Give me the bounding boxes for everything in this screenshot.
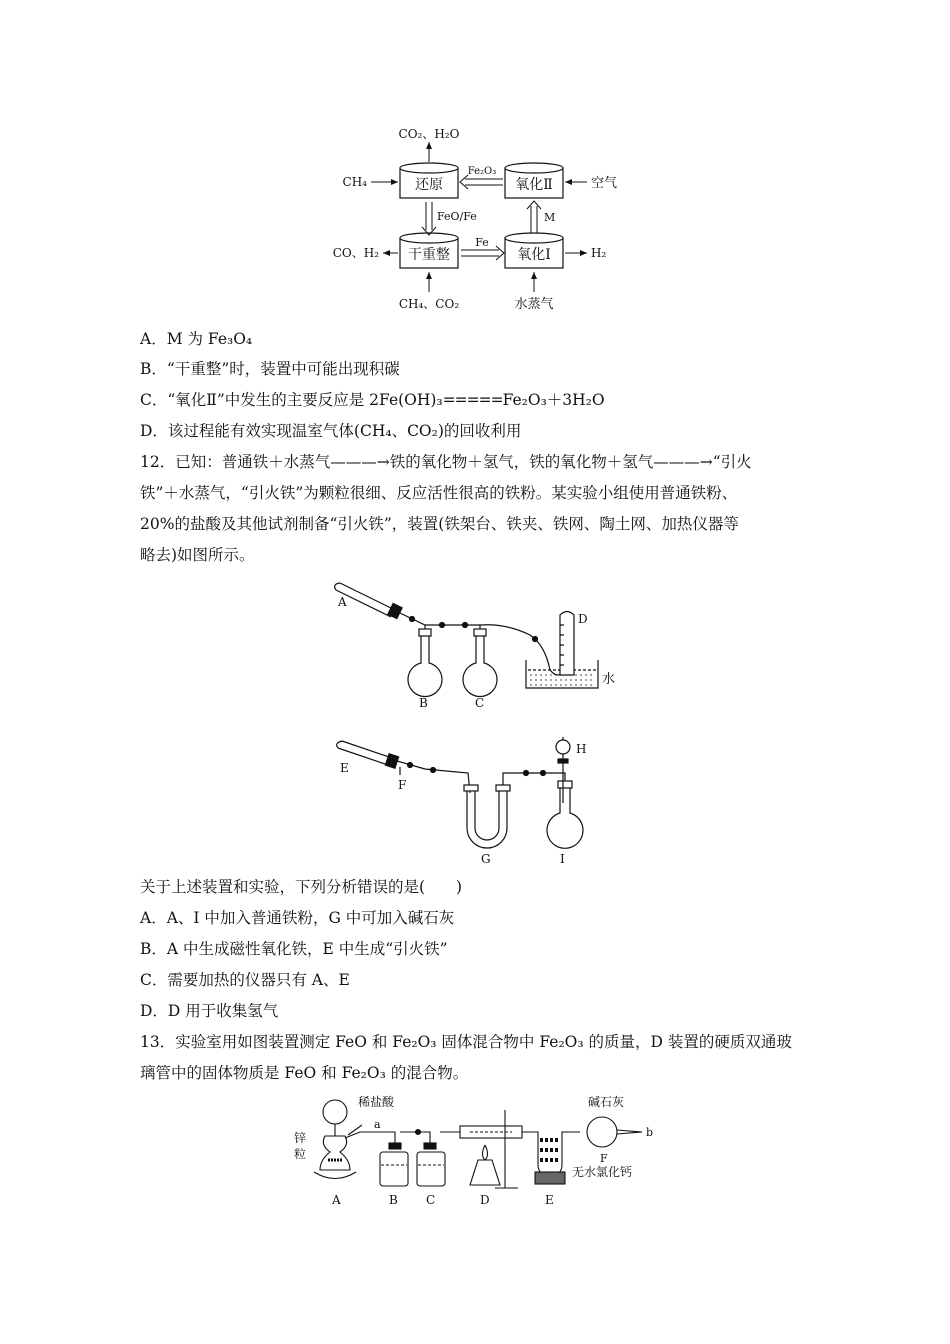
- q13-label-zinc-1: 锌: [294, 1131, 307, 1145]
- q13-stem-2: 璃管中的固体物质是 FeO 和 Fe₂O₃ 的混合物。: [140, 1064, 469, 1082]
- fig1-label-a: A: [338, 595, 347, 609]
- dry-label: 干重整: [408, 247, 450, 263]
- ox2-label: 氧化Ⅱ: [515, 177, 553, 193]
- q12-apparatus-1: [330, 575, 630, 715]
- steam-in-label: 水蒸气: [514, 297, 554, 312]
- q12-apparatus-2: [330, 733, 630, 868]
- fe-label: Fe: [475, 236, 489, 249]
- ox2-box: [505, 163, 563, 198]
- q13-label-E: E: [545, 1193, 554, 1207]
- q13-label-soda-lime: 碱石灰: [588, 1095, 625, 1109]
- q12-option-b: B．A 中生成磁性氧化铁，E 中生成“引火铁”: [140, 940, 448, 958]
- q12-stem-2: 铁”＋水蒸气，“引火铁”为颗粒很细、反应活性很高的铁粉。某实验小组使用普通铁粉、: [140, 484, 738, 502]
- q11-option-c-eq: =====: [442, 391, 503, 409]
- fig2-label-e: E: [340, 761, 349, 775]
- q13-label-a: a: [374, 1118, 381, 1131]
- q12-stem-3: 20%的盐酸及其他试剂制备“引火铁”，装置(铁架台、铁夹、铁网、陶土网、加热仪器等: [140, 515, 739, 533]
- q13-label-cacl2: 无水氯化钙: [572, 1165, 633, 1179]
- q12-option-a: A．A、I 中加入普通铁粉，G 中可加入碱石灰: [140, 909, 455, 927]
- ch4-in-label: CH₄: [342, 175, 367, 189]
- q11-option-c-post: Fe₂O₃＋3H₂O: [502, 391, 605, 409]
- dry-box: [400, 233, 458, 268]
- fig2-label-i: I: [560, 852, 565, 866]
- fig1-label-water: 水: [602, 672, 616, 687]
- m-label: M: [544, 211, 556, 224]
- q13-label-zinc-2: 粒: [294, 1147, 307, 1161]
- q12-stem-4: 略去)如图所示。: [140, 546, 255, 564]
- q11-cycle-diagram: [325, 120, 645, 320]
- q11-option-b: B．“干重整”时，装置中可能出现积碳: [140, 360, 400, 378]
- ox1-box: [505, 233, 563, 268]
- q13-label-acid: 稀盐酸: [358, 1095, 395, 1109]
- q13-label-f: F: [600, 1152, 608, 1165]
- q11-option-c: [140, 389, 605, 411]
- feo-fe-label: FeO/Fe: [437, 210, 477, 223]
- h2-out-label: H₂: [591, 246, 607, 260]
- q12-stem-1: 12．已知：普通铁＋水蒸气———→铁的氧化物＋氢气，铁的氧化物＋氢气———→“引火: [140, 453, 752, 471]
- fig1-label-b: B: [419, 696, 428, 710]
- q13-stem-1: 13．实验室用如图装置测定 FeO 和 Fe₂O₃ 固体混合物中 Fe₂O₃ 的质量，D 装置的硬质双通玻: [140, 1033, 792, 1051]
- fig2-label-h: H: [576, 742, 587, 756]
- fig1-label-c: C: [475, 696, 485, 710]
- q13-label-A: A: [332, 1193, 341, 1207]
- air-in-label: 空气: [591, 176, 618, 191]
- fe2o3-label: Fe₂O₃: [467, 166, 497, 177]
- q13-label-B: B: [389, 1193, 398, 1207]
- q13-label-C: C: [426, 1193, 436, 1207]
- top-out-label: CO₂、H₂O: [398, 127, 460, 141]
- fig2-label-g: G: [481, 852, 491, 866]
- q13-apparatus: [290, 1090, 670, 1210]
- co-h2-out-label: CO、H₂: [332, 246, 379, 260]
- fig2-label-f: F: [398, 778, 407, 792]
- ch4-co2-in-label: CH₄、CO₂: [398, 297, 460, 311]
- q11-option-a: A．M 为 Fe₃O₄: [140, 330, 253, 348]
- reduce-label: 还原: [415, 177, 443, 193]
- q13-label-D: D: [480, 1193, 490, 1207]
- q11-option-d: D．该过程能有效实现温室气体(CH₄、CO₂)的回收利用: [140, 422, 522, 440]
- q13-label-b: b: [646, 1126, 654, 1139]
- fig1-label-d: D: [578, 612, 588, 626]
- q12-option-d: D．D 用于收集氢气: [140, 1002, 279, 1020]
- q12-option-c: C．需要加热的仪器只有 A、E: [140, 971, 350, 989]
- q11-option-c-pre: C．“氧化Ⅱ”中发生的主要反应是 2Fe(OH)₃: [140, 391, 443, 409]
- ox1-label: 氧化Ⅰ: [517, 247, 551, 263]
- reduce-box: [400, 163, 458, 198]
- q12-question: 关于上述装置和实验，下列分析错误的是( ): [140, 878, 463, 896]
